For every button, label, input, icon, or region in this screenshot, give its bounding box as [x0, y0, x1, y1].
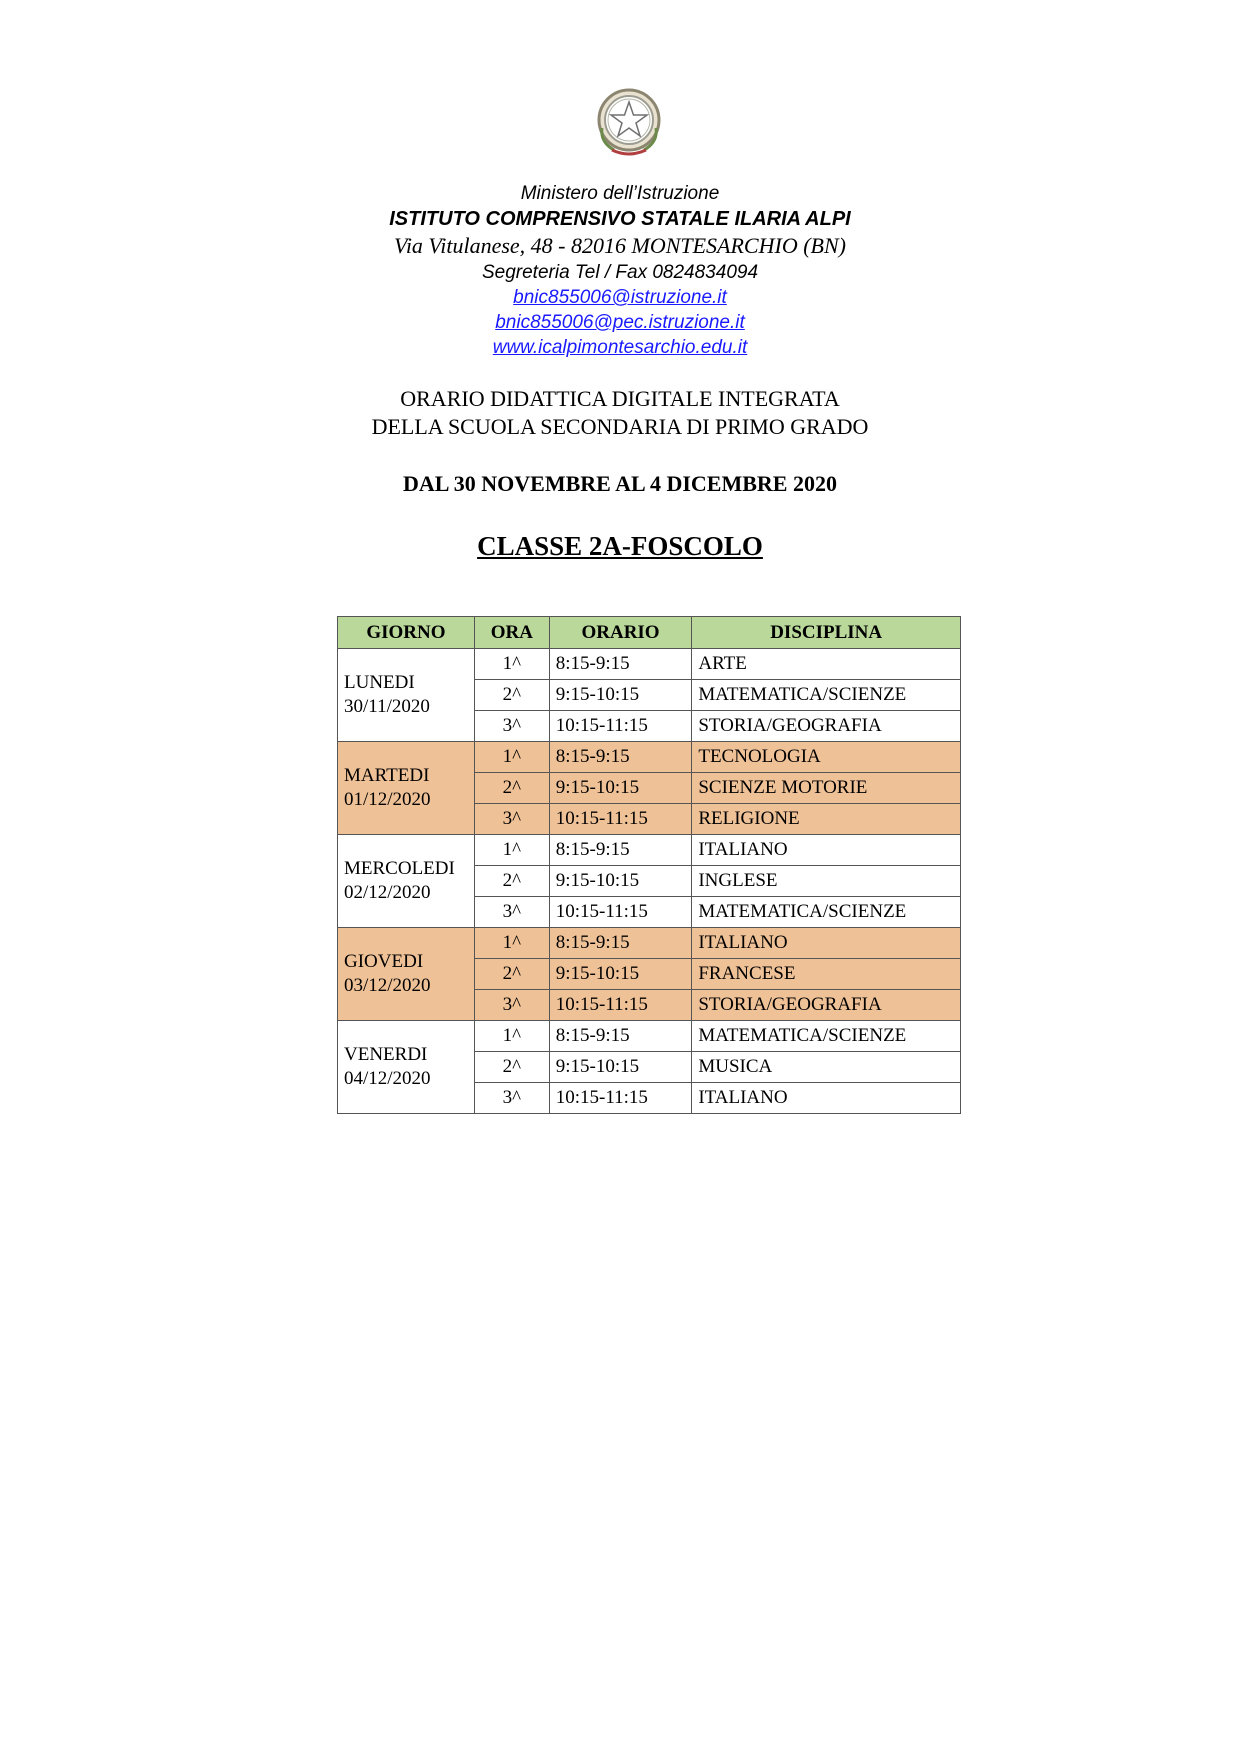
day-date: 03/12/2020: [344, 975, 431, 996]
ministero-line: Ministero dell’Istruzione: [520, 183, 720, 204]
orario-cell: 10:15-11:15: [549, 897, 692, 928]
column-header-giorno: GIORNO: [338, 617, 475, 649]
table-row: [338, 649, 961, 680]
day-name: GIOVEDI: [344, 951, 424, 972]
ora-cell: 2^: [474, 1052, 549, 1083]
table-row: [338, 928, 961, 959]
ora-cell: 1^: [474, 835, 549, 866]
pec-link[interactable]: bnic855006@pec.istruzione.it: [495, 312, 745, 333]
day-date: 04/12/2020: [344, 1068, 431, 1089]
orario-cell: 10:15-11:15: [549, 711, 692, 742]
disciplina-cell: MUSICA: [692, 1052, 961, 1083]
day-cell: [338, 928, 475, 1021]
table-row: [338, 1021, 961, 1052]
day-name: MERCOLEDI: [344, 858, 455, 879]
orario-cell: 9:15-10:15: [549, 959, 692, 990]
ora-cell: 2^: [474, 680, 549, 711]
orario-cell: 8:15-9:15: [549, 835, 692, 866]
column-header-orario: ORARIO: [549, 617, 692, 649]
period-heading: DAL 30 NOVEMBRE AL 4 DICEMBRE 2020: [403, 471, 837, 496]
orario-cell: 8:15-9:15: [549, 928, 692, 959]
orario-cell: 9:15-10:15: [549, 866, 692, 897]
disciplina-cell: RELIGIONE: [692, 804, 961, 835]
disciplina-cell: SCIENZE MOTORIE: [692, 773, 961, 804]
website-link[interactable]: www.icalpimontesarchio.edu.it: [492, 337, 748, 358]
day-cell: [338, 1021, 475, 1114]
ora-cell: 1^: [474, 1021, 549, 1052]
ora-cell: 3^: [474, 1083, 549, 1114]
ora-cell: 1^: [474, 928, 549, 959]
document-title-line2: DELLA SCUOLA SECONDARIA DI PRIMO GRADO: [371, 414, 869, 439]
day-date: 01/12/2020: [344, 789, 431, 810]
ora-cell: 3^: [474, 990, 549, 1021]
schedule-table: [337, 616, 961, 1114]
orario-cell: 9:15-10:15: [549, 1052, 692, 1083]
day-name: VENERDI: [344, 1044, 428, 1065]
orario-cell: 8:15-9:15: [549, 742, 692, 773]
ora-cell: 3^: [474, 711, 549, 742]
day-cell: [338, 649, 475, 742]
class-heading: CLASSE 2A-FOSCOLO: [477, 531, 763, 561]
ora-cell: 1^: [474, 742, 549, 773]
republic-emblem-icon: [588, 80, 670, 162]
orario-cell: 10:15-11:15: [549, 990, 692, 1021]
disciplina-cell: ARTE: [692, 649, 961, 680]
disciplina-cell: TECNOLOGIA: [692, 742, 961, 773]
ora-cell: 3^: [474, 897, 549, 928]
column-header-disciplina: DISCIPLINA: [692, 617, 961, 649]
orario-cell: 8:15-9:15: [549, 649, 692, 680]
day-date: 02/12/2020: [344, 882, 431, 903]
disciplina-cell: INGLESE: [692, 866, 961, 897]
column-header-ora: ORA: [474, 617, 549, 649]
istituto-name: ISTITUTO COMPRENSIVO STATALE ILARIA ALPI: [389, 208, 851, 230]
table-row: [338, 742, 961, 773]
ora-cell: 2^: [474, 773, 549, 804]
ora-cell: 2^: [474, 959, 549, 990]
disciplina-cell: MATEMATICA/SCIENZE: [692, 1021, 961, 1052]
school-address: Via Vitulanese, 48 - 82016 MONTESARCHIO (BN): [394, 233, 846, 258]
disciplina-cell: ITALIANO: [692, 928, 961, 959]
disciplina-cell: STORIA/GEOGRAFIA: [692, 711, 961, 742]
orario-cell: 9:15-10:15: [549, 773, 692, 804]
disciplina-cell: ITALIANO: [692, 835, 961, 866]
phone-fax: Segreteria Tel / Fax 0824834094: [481, 262, 759, 283]
day-cell: [338, 742, 475, 835]
orario-cell: 10:15-11:15: [549, 804, 692, 835]
ora-cell: 3^: [474, 804, 549, 835]
orario-cell: 9:15-10:15: [549, 680, 692, 711]
disciplina-cell: ITALIANO: [692, 1083, 961, 1114]
disciplina-cell: STORIA/GEOGRAFIA: [692, 990, 961, 1021]
table-row: [338, 835, 961, 866]
email-link[interactable]: bnic855006@istruzione.it: [513, 287, 727, 308]
disciplina-cell: MATEMATICA/SCIENZE: [692, 680, 961, 711]
document-title-line1: ORARIO DIDATTICA DIGITALE INTEGRATA: [400, 386, 840, 411]
day-date: 30/11/2020: [344, 696, 430, 717]
ora-cell: 1^: [474, 649, 549, 680]
orario-cell: 8:15-9:15: [549, 1021, 692, 1052]
disciplina-cell: MATEMATICA/SCIENZE: [692, 897, 961, 928]
disciplina-cell: FRANCESE: [692, 959, 961, 990]
orario-cell: 10:15-11:15: [549, 1083, 692, 1114]
day-name: MARTEDI: [344, 765, 430, 786]
day-cell: [338, 835, 475, 928]
day-name: LUNEDI: [344, 672, 415, 693]
ora-cell: 2^: [474, 866, 549, 897]
table-header-row: [338, 617, 961, 649]
